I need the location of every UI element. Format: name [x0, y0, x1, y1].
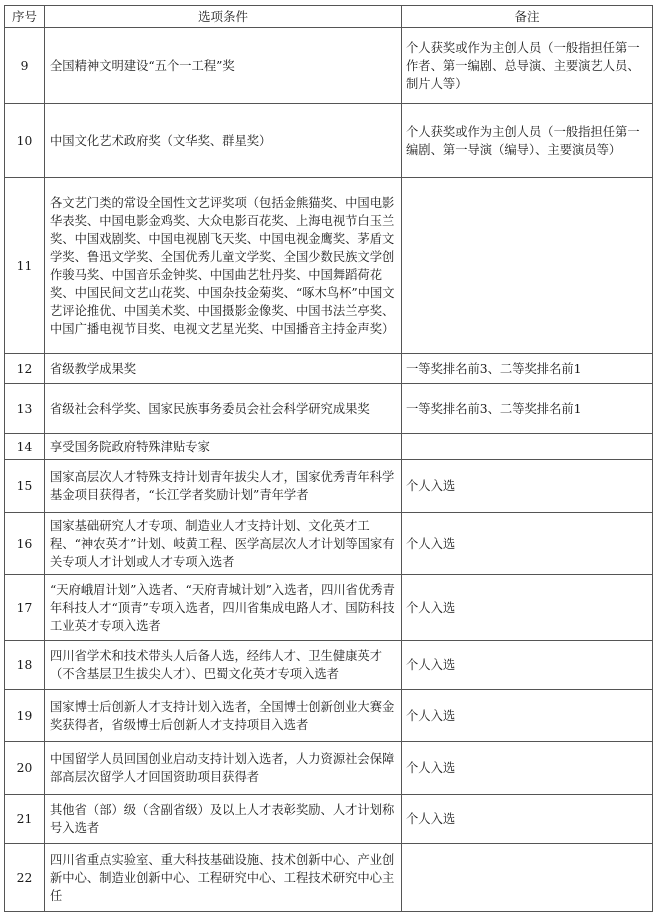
row-number: 18 — [5, 641, 45, 690]
row-condition: “天府峨眉计划”入选者、“天府青城计划”入选者，四川省优秀青年科技人才“顶青”专项入选者，四川省集成电路人才、国防科技工业英才专项入选者 — [45, 575, 402, 641]
table-row — [5, 460, 653, 513]
row-number: 16 — [5, 513, 45, 575]
row-condition: 全国精神文明建设“五个一工程”奖 — [45, 28, 402, 104]
row-note: 一等奖排名前3、二等奖排名前1 — [402, 384, 653, 434]
row-condition: 其他省（部）级（含副省级）及以上人才表彰奖励、人才计划称号入选者 — [45, 795, 402, 844]
row-number: 22 — [5, 844, 45, 912]
table-row — [5, 844, 653, 912]
row-note: 个人入选 — [402, 575, 653, 641]
row-number: 14 — [5, 434, 45, 460]
row-number: 20 — [5, 742, 45, 795]
row-number: 11 — [5, 178, 45, 354]
table-row — [5, 742, 653, 795]
row-number: 21 — [5, 795, 45, 844]
row-condition: 四川省重点实验室、重大科技基础设施、技术创新中心、产业创新中心、制造业创新中心、工程研究中心、工程技术研究中心主任 — [45, 844, 402, 912]
row-note: 个人入选 — [402, 513, 653, 575]
row-note: 一等奖排名前3、二等奖排名前1 — [402, 354, 653, 384]
row-number: 17 — [5, 575, 45, 641]
row-note: 个人入选 — [402, 460, 653, 513]
header-condition: 选项条件 — [45, 6, 402, 28]
row-condition: 省级社会科学奖、国家民族事务委员会社会科学研究成果奖 — [45, 384, 402, 434]
row-condition: 享受国务院政府特殊津贴专家 — [45, 434, 402, 460]
table-row — [5, 104, 653, 178]
row-condition: 中国留学人员回国创业启动支持计划入选者，人力资源社会保障部高层次留学人才回国资助项目获得者 — [45, 742, 402, 795]
row-number: 9 — [5, 28, 45, 104]
row-condition: 国家博士后创新人才支持计划入选者，全国博士创新创业大赛金奖获得者，省级博士后创新人才支持项目入选者 — [45, 690, 402, 742]
row-note — [402, 434, 653, 460]
row-note: 个人入选 — [402, 641, 653, 690]
table-row — [5, 795, 653, 844]
header-no: 序号 — [5, 6, 45, 28]
row-note: 个人入选 — [402, 742, 653, 795]
row-number: 19 — [5, 690, 45, 742]
row-condition: 国家基础研究人才专项、制造业人才支持计划、文化英才工程、“神农英才”计划、岐黄工程、医学高层次人才计划等国家有关专项人才计划或人才专项入选者 — [45, 513, 402, 575]
row-note: 个人获奖或作为主创人员（一般指担任第一编剧、第一导演（编导）、主要演员等） — [402, 104, 653, 178]
row-note: 个人入选 — [402, 690, 653, 742]
row-note: 个人获奖或作为主创人员（一般指担任第一作者、第一编剧、总导演、主要演艺人员、制片人等） — [402, 28, 653, 104]
header-note: 备注 — [402, 6, 653, 28]
row-condition: 四川省学术和技术带头人后备人选，经纬人才、卫生健康英才（不含基层卫生拔尖人才）、巴蜀文化英才专项入选者 — [45, 641, 402, 690]
table-row — [5, 513, 653, 575]
table-row — [5, 575, 653, 641]
criteria-table — [4, 5, 653, 912]
row-note — [402, 844, 653, 912]
table-row — [5, 690, 653, 742]
row-number: 12 — [5, 354, 45, 384]
row-number: 10 — [5, 104, 45, 178]
row-number: 13 — [5, 384, 45, 434]
table-row — [5, 434, 653, 460]
table-row — [5, 641, 653, 690]
table-row — [5, 178, 653, 354]
table-row — [5, 354, 653, 384]
row-note — [402, 178, 653, 354]
table-row — [5, 384, 653, 434]
row-condition: 国家高层次人才特殊支持计划青年拔尖人才，国家优秀青年科学基金项目获得者，“长江学者奖励计划”青年学者 — [45, 460, 402, 513]
table-row — [5, 28, 653, 104]
row-condition: 各文艺门类的常设全国性文艺评奖项（包括金熊猫奖、中国电影华表奖、中国电影金鸡奖、大众电影百花奖、上海电视节白玉兰奖、中国戏剧奖、中国电视剧飞天奖、中国电视金鹰奖、茅盾文学奖、鲁迅文学奖、全国优秀儿童文学奖、全国少数民族文学创作骏马奖、中国音乐金钟奖、中国曲艺牡丹奖、中国舞蹈荷花奖、中国民间文艺山花奖、中国杂技金菊奖、“啄木鸟杯”中国文艺评论推优、中国美术奖、中国摄影金像奖、中国书法兰亭奖、中国广播电视节目奖、电视文艺星光奖、中国播音主持金声奖） — [45, 178, 402, 354]
header-row — [5, 6, 653, 28]
row-number: 15 — [5, 460, 45, 513]
row-condition: 中国文化艺术政府奖（文华奖、群星奖） — [45, 104, 402, 178]
row-note: 个人入选 — [402, 795, 653, 844]
row-condition: 省级教学成果奖 — [45, 354, 402, 384]
